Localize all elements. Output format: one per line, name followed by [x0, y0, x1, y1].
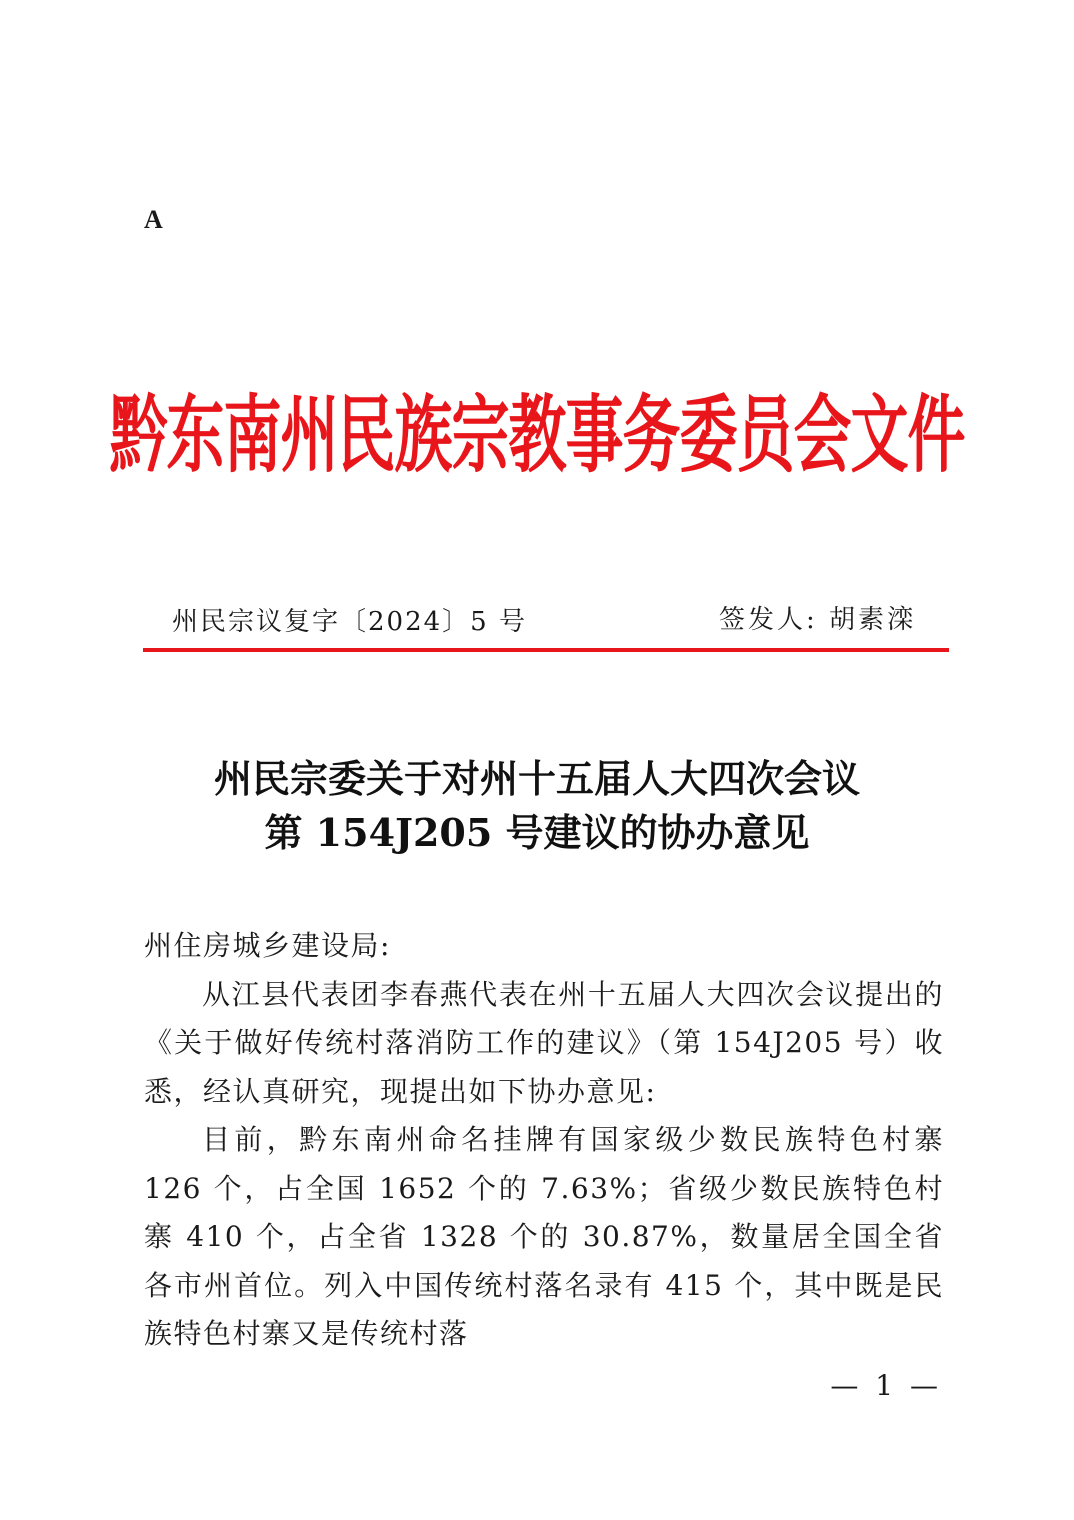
title-line-1: 州民宗委关于对州十五届人大四次会议	[213, 756, 860, 801]
signer: 签发人: 胡素滦	[718, 605, 916, 635]
page-number: — 1 —	[830, 1369, 942, 1402]
title-line-2: 第 154J205 号建议的协办意见	[264, 810, 810, 855]
document-body	[144, 922, 944, 1359]
body-paragraph-2: 目前，黔东南州命名挂牌有国家级少数民族特色村寨 126 个，占全国 1652 个的 7.63%；省级少数民族特色村寨 410 个，占全省 1328 个的 30.87%，数量居全国全省各市州首位。列入中国传统村落名录有 415 个，其中既是民族特色村寨又是传统村落	[144, 1123, 944, 1350]
grade-mark: A	[144, 205, 163, 234]
red-masthead: 黔东南州民族宗教事务委员会文件	[109, 385, 965, 485]
red-divider-rule	[143, 648, 949, 652]
addressee: 州住房城乡建设局:	[144, 929, 391, 962]
document-number: 州民宗议复字〔2024〕5 号	[172, 607, 527, 637]
document-title	[100, 752, 974, 860]
body-paragraph-1: 从江县代表团李春燕代表在州十五届人大四次会议提出的《关于做好传统村落消防工作的建议》（第 154J205 号）收悉，经认真研究，现提出如下协办意见:	[144, 977, 944, 1108]
